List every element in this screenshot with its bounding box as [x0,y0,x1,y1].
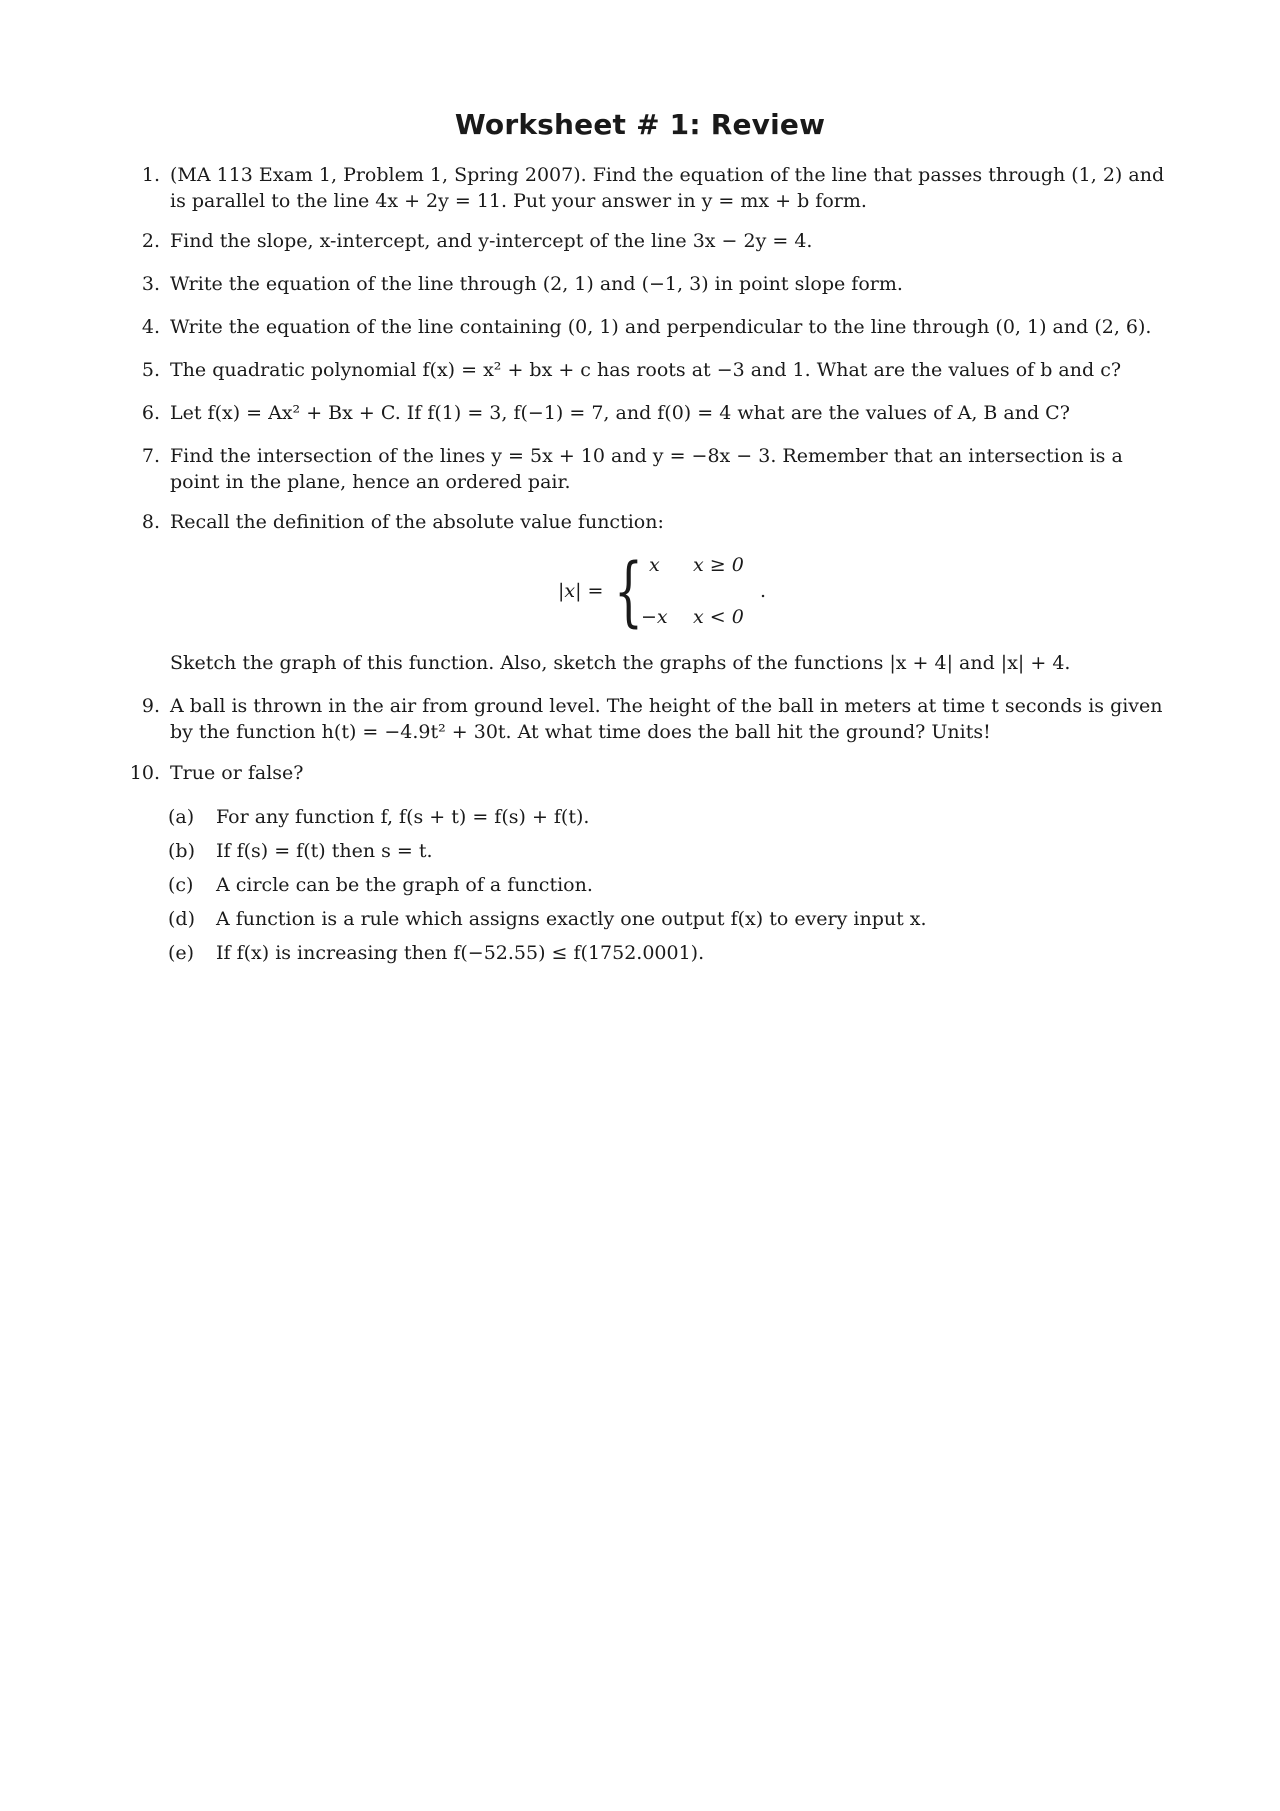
problem-text: The quadratic polynomial f(x) = x² + bx + c has roots at −3 and 1. What are the values of b and c? [170,359,1122,381]
true-false-item [168,838,1168,864]
problem-number: 2. [141,230,160,252]
problem-1 [118,162,1168,214]
item-label: (a) [168,806,195,828]
problem-number: 5. [141,359,160,381]
item-label: (b) [168,840,195,862]
problem-text: Write the equation of the line containing (0, 1) and perpendicular to the line through (0, 1) and (2, 6). [170,316,1152,338]
true-false-item [168,906,1168,932]
item-text: If f(x) is increasing then f(−52.55) ≤ f(1752.0001). [216,942,705,964]
problem-text: Sketch the graph of this function. Also, sketch the graphs of the functions |x + 4| and |x| + 4. [170,652,1071,674]
problem-3 [118,271,1168,297]
problem-number: 4. [141,316,160,338]
problem-text: Find the slope, x-intercept, and y-intercept of the line 3x − 2y = 4. [170,230,813,252]
problem-text: True or false? [170,762,304,784]
item-text: A function is a rule which assigns exactly one output f(x) to every input x. [216,908,927,930]
item-label: (c) [168,874,194,896]
true-false-item [168,940,1168,966]
problem-7 [118,443,1168,495]
problem-2 [118,228,1168,254]
problem-8-followup [118,650,1168,676]
left-brace: { [614,546,644,635]
piecewise-row2-condition: x < 0 [693,606,744,628]
item-label: (e) [168,942,195,964]
piecewise-period: . [760,580,767,602]
problem-text: Write the equation of the line through (2, 1) and (−1, 3) in point slope form. [170,273,903,295]
problem-4 [118,314,1168,340]
problem-text: Let f(x) = Ax² + Bx + C. If f(1) = 3, f(−1) = 7, and f(0) = 4 what are the values of A, B and C? [170,402,1070,424]
problem-10 [118,760,1168,786]
piecewise-row1-condition: x ≥ 0 [693,554,744,576]
problem-text: (MA 113 Exam 1, Problem 1, Spring 2007). Find the equation of the line that passes through (1, 2) and is parallel to the line 4x + 2y = 11. Put your answer in y = mx + b form. [170,164,1165,212]
problem-text: Find the intersection of the lines y = 5x + 10 and y = −8x − 3. Remember that an intersection is a point in the plane, hence an ordered pair. [170,445,1123,493]
problem-number: 6. [141,402,160,424]
problem-number: 1. [141,164,160,186]
item-text: A circle can be the graph of a function. [216,874,593,896]
problem-6 [118,400,1168,426]
piecewise-row1-value: x [649,554,660,576]
item-label: (d) [168,908,195,930]
problem-number: 3. [141,273,160,295]
problem-text: Recall the definition of the absolute value function: [170,511,664,533]
piecewise-lhs: |x| = [558,580,604,602]
problem-5 [118,357,1168,383]
problem-text: A ball is thrown in the air from ground level. The height of the ball in meters at time t seconds is given by the function h(t) = −4.9t² + 30t. At what time does the ball hit the ground? Units! [170,695,1163,743]
problem-number: 10. [129,762,160,784]
problem-8 [118,509,1168,535]
problem-number: 7. [141,445,160,467]
problem-9 [118,693,1168,745]
item-text: For any function f, f(s + t) = f(s) + f(t). [216,806,590,828]
problem-number: 8. [141,511,160,533]
true-false-item [168,804,1168,830]
piecewise-row2-value: −x [641,606,668,628]
problem-number: 9. [141,695,160,717]
absolute-value-definition [558,546,798,635]
true-false-item [168,872,1168,898]
page-title: Worksheet # 1: Review [454,108,826,141]
item-text: If f(s) = f(t) then s = t. [216,840,433,862]
